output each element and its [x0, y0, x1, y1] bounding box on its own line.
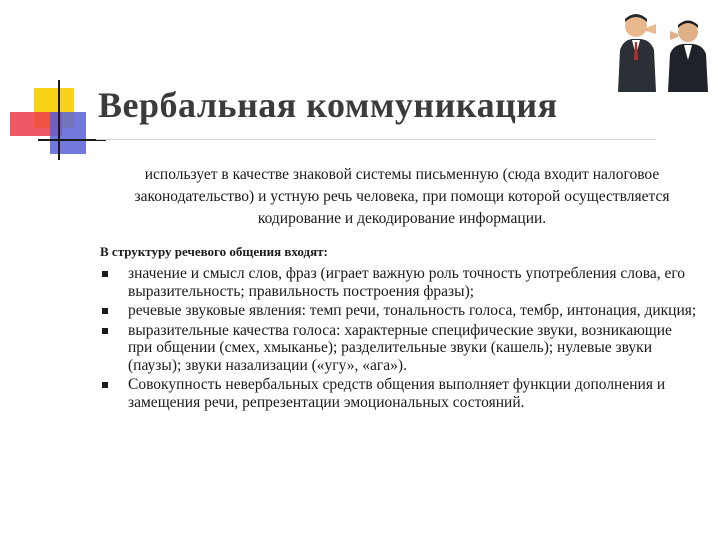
square-bullet-icon [102, 308, 108, 314]
list-item-text: значение и смысл слов, фраз (играет важную роль точность употребления слова, его выразительность; правильность построения фразы); [128, 265, 686, 300]
structure-list [100, 265, 700, 413]
list-item [100, 302, 700, 320]
square-bullet-icon [102, 328, 108, 334]
structure-subheading: В структуру речевого общения входят: [100, 244, 328, 259]
list-item-text: выразительные качества голоса: характерные специфические звуки, возникающие при общении (смех, хмыканье); разделительные звуки (кашель); нулевые звуки (паузы); звуки назализации («угу», «ага»). [128, 321, 672, 374]
square-bullet-icon [102, 382, 108, 388]
slide-title: Вербальная коммуникация [98, 85, 558, 125]
decor-blue-square [50, 112, 86, 154]
square-bullet-icon [102, 271, 108, 277]
list-item-text: речевые звуковые явления: темп речи, тональность голоса, тембр, интонация, дикция; [128, 302, 697, 319]
decor-vertical-line [58, 80, 60, 160]
intro-paragraph: использует в качестве знаковой системы письменную (сюда входит налоговое законодательство) и устную речь человека, при помощи которой осуществляется кодирование и декодирование информации. [134, 166, 670, 227]
list-item-text: Совокупность невербальных средств общения выполняет функции дополнения и замещения речи, репрезентации эмоциональных состояний. [128, 376, 666, 411]
list-item [100, 322, 700, 375]
list-item [100, 376, 700, 411]
title-underline [96, 139, 656, 140]
talking-people-icon [612, 10, 708, 92]
list-item [100, 265, 700, 300]
